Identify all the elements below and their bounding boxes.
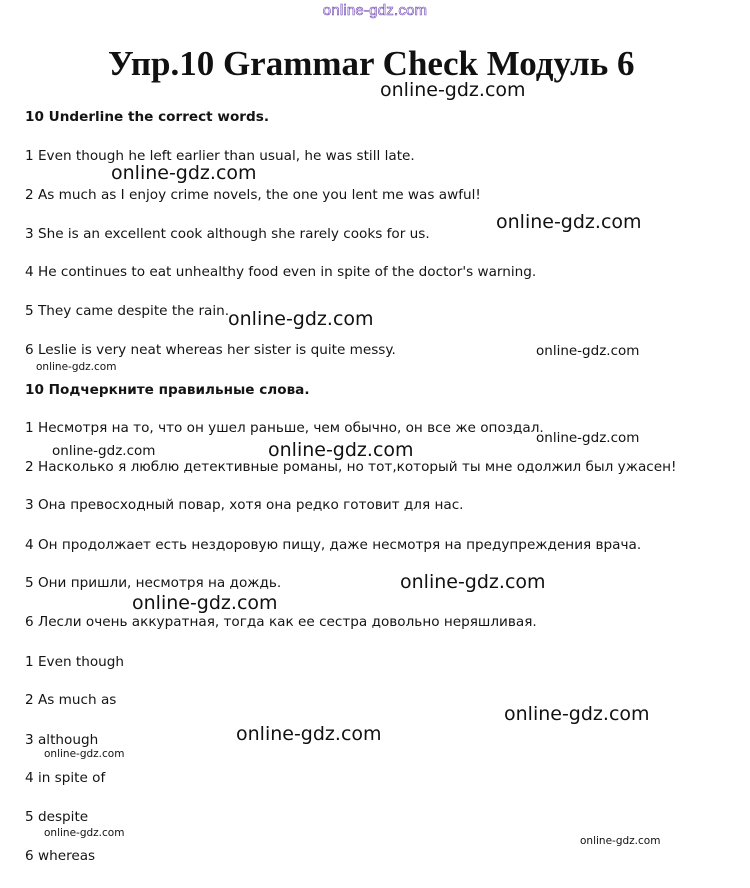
- russian-item-3: 3 Она превосходный повар, хотя она редко готовит для нас.: [25, 497, 464, 513]
- watermark: online-gdz.com: [44, 748, 125, 760]
- english-item-5: 5 They came despite the rain.: [25, 303, 230, 319]
- watermark: online-gdz.com: [536, 430, 640, 446]
- answer-3: 3 although: [25, 732, 99, 748]
- watermark: online-gdz.com: [496, 211, 642, 233]
- english-item-4: 4 He continues to eat unhealthy food even in spite of the doctor's warning.: [25, 264, 537, 280]
- answer-6: 6 whereas: [25, 848, 96, 864]
- english-item-6: 6 Leslie is very neat whereas her sister is quite messy.: [25, 342, 396, 358]
- watermark: online-gdz.com: [580, 835, 661, 847]
- watermark: online-gdz.com: [36, 361, 117, 373]
- answer-5: 5 despite: [25, 809, 89, 825]
- site-header-watermark: online-gdz.com: [322, 2, 428, 19]
- english-item-3: 3 She is an excellent cook although she rarely cooks for us.: [25, 226, 430, 242]
- english-heading: 10 Underline the correct words.: [25, 109, 269, 125]
- answer-1: 1 Even though: [25, 654, 125, 670]
- watermark: online-gdz.com: [400, 571, 546, 593]
- russian-heading: 10 Подчеркните правильные слова.: [25, 382, 310, 398]
- russian-item-1: 1 Несмотря на то, что он ушел раньше, чем обычно, он все же опоздал.: [25, 420, 544, 436]
- answer-4: 4 in spite of: [25, 770, 106, 786]
- russian-item-5: 5 Они пришли, несмотря на дождь.: [25, 575, 282, 591]
- watermark: online-gdz.com: [268, 439, 414, 461]
- watermark: online-gdz.com: [44, 827, 125, 839]
- watermark: online-gdz.com: [111, 162, 257, 184]
- answer-2: 2 As much as: [25, 692, 117, 708]
- russian-item-2: 2 Насколько я люблю детективные романы, но тот,который ты мне одолжил был ужасен!: [25, 459, 677, 475]
- watermark: online-gdz.com: [52, 443, 156, 459]
- russian-item-4: 4 Он продолжает есть нездоровую пищу, даже несмотря на предупреждения врача.: [25, 537, 642, 553]
- english-item-2: 2 As much as I enjoy crime novels, the one you lent me was awful!: [25, 187, 481, 203]
- english-item-1: 1 Even though he left earlier than usual, he was still late.: [25, 148, 415, 164]
- watermark: online-gdz.com: [228, 308, 374, 330]
- watermark: online-gdz.com: [380, 79, 526, 101]
- page-title: Упр.10 Grammar Check Модуль 6: [108, 44, 635, 83]
- watermark: online-gdz.com: [536, 343, 640, 359]
- russian-item-6: 6 Лесли очень аккуратная, тогда как ее сестра довольно неряшливая.: [25, 614, 537, 630]
- watermark: online-gdz.com: [236, 723, 382, 745]
- watermark: online-gdz.com: [504, 703, 650, 725]
- watermark: online-gdz.com: [132, 592, 278, 614]
